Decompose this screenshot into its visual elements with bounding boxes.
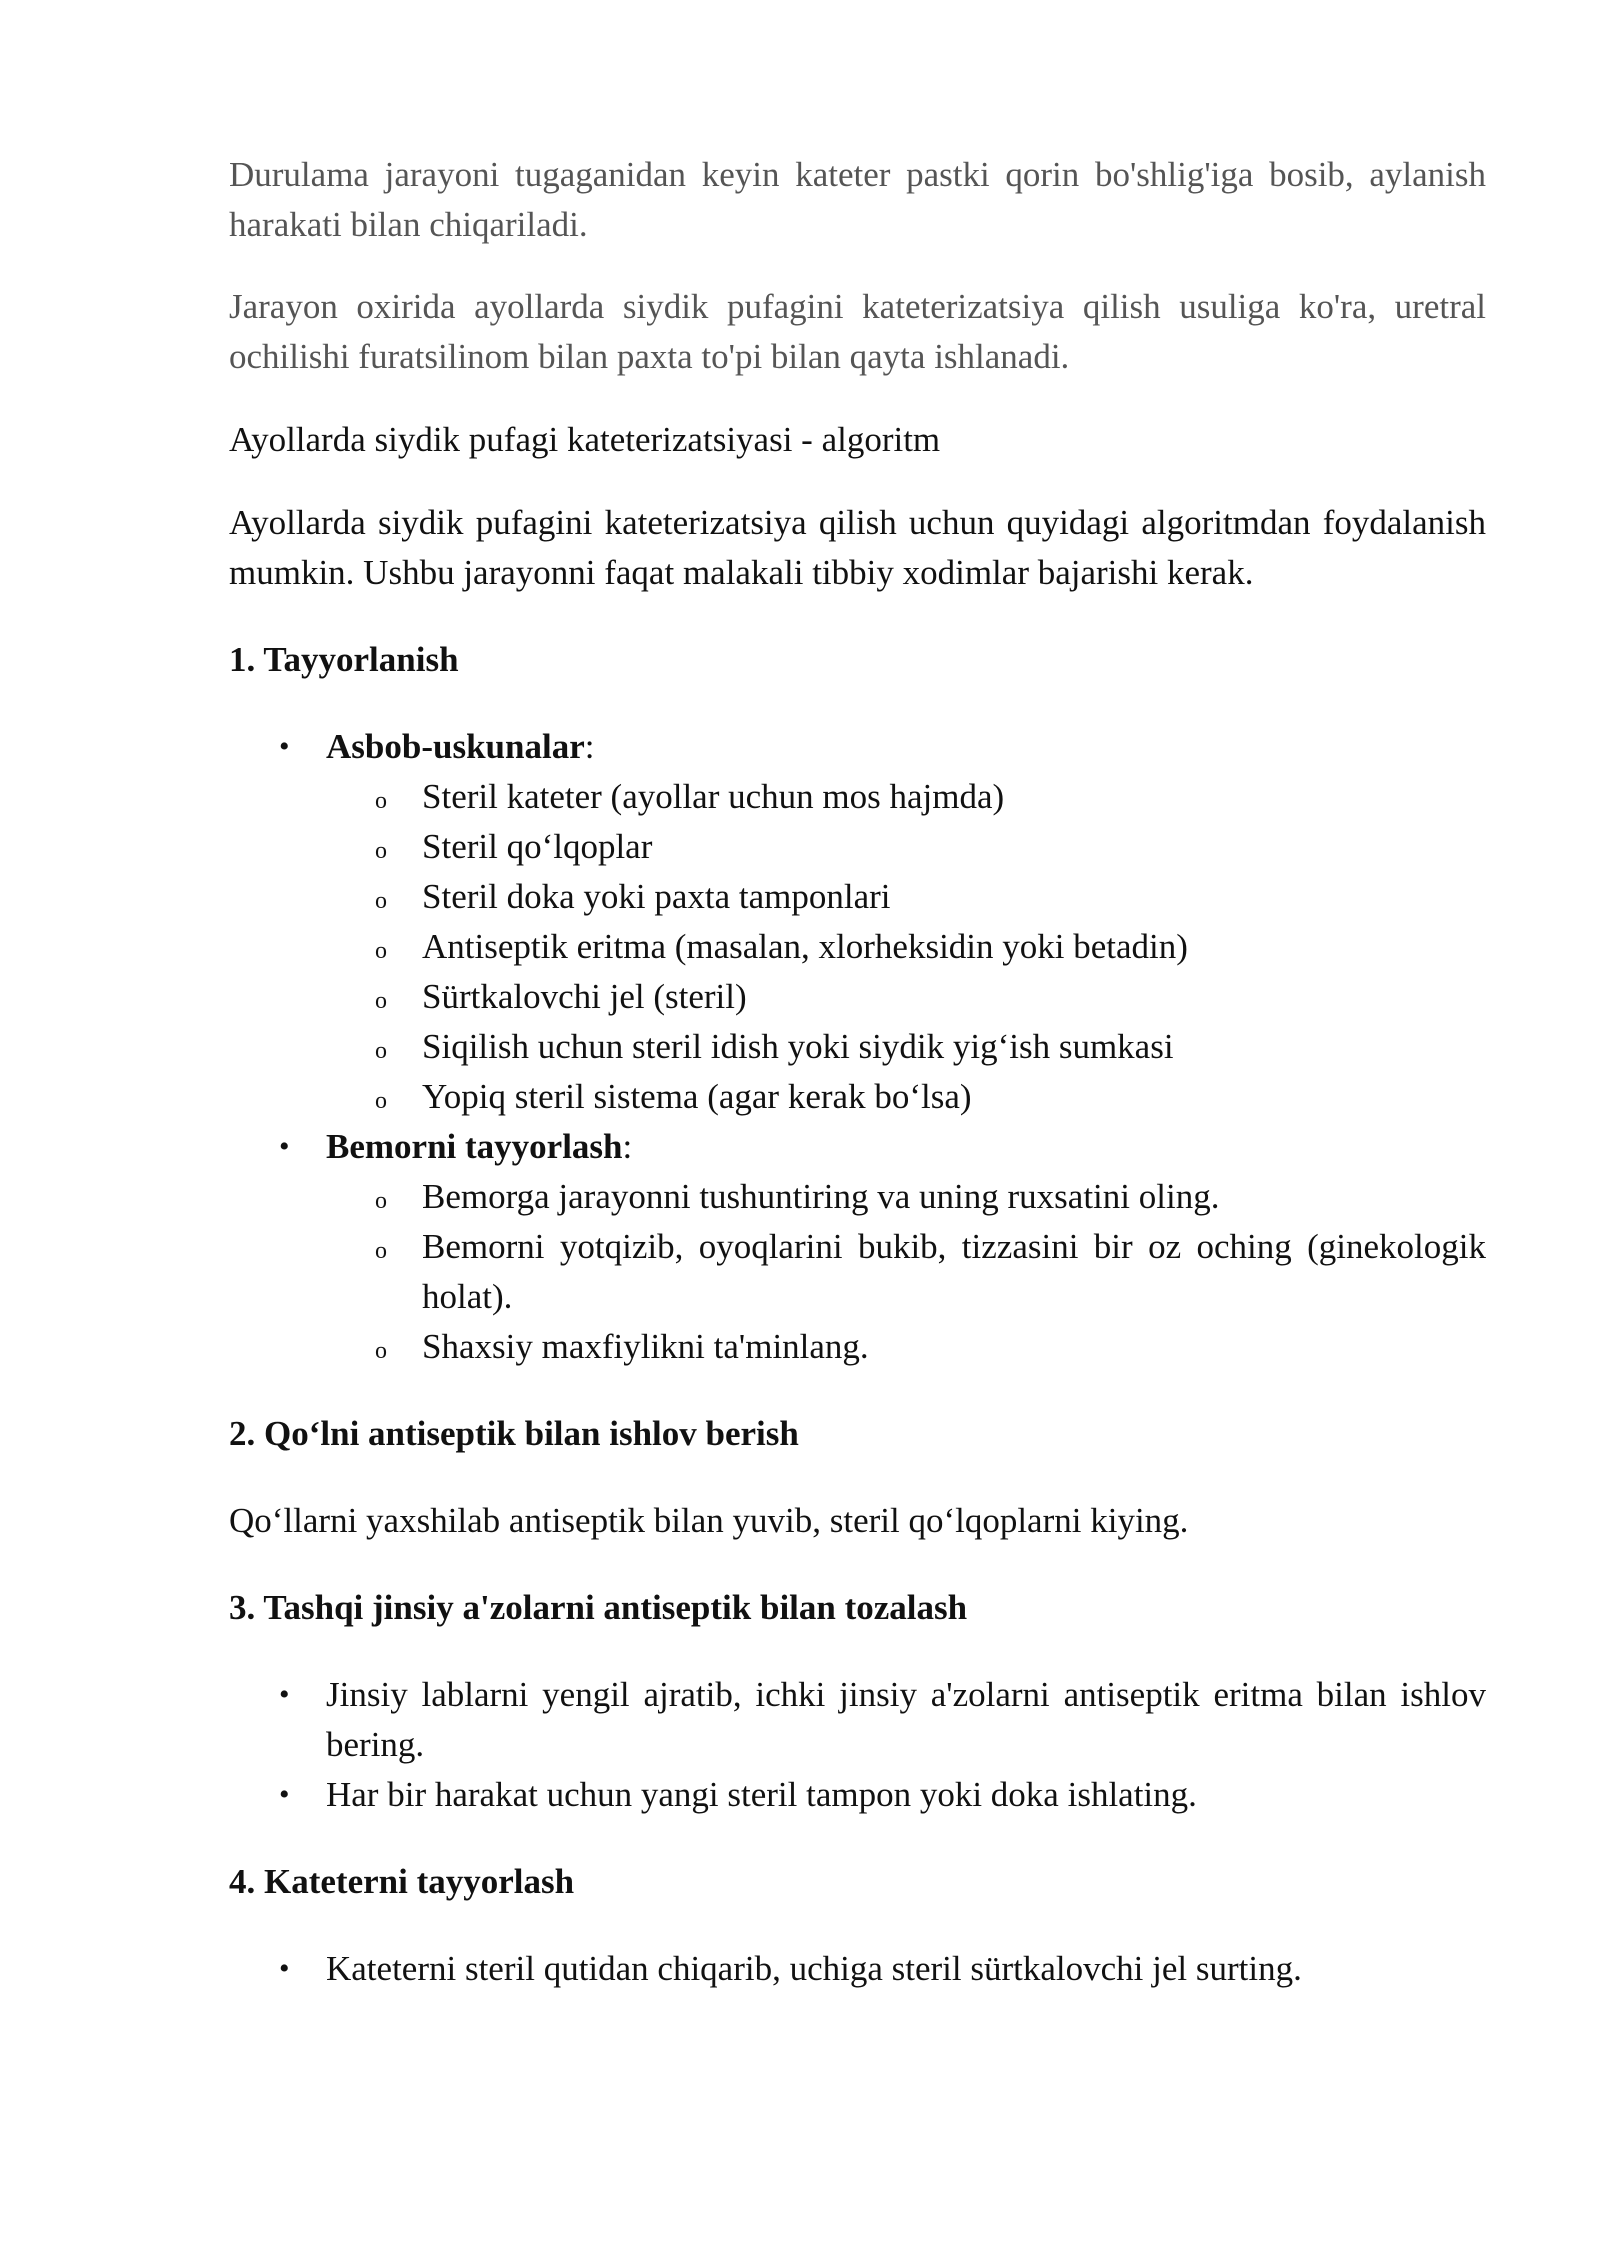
label-colon: : (622, 1127, 633, 1166)
sublist-item-text: Yopiq steril sistema (agar kerak bo‘lsa) (422, 1077, 972, 1116)
list-item-label: Bemorni tayyorlash (326, 1127, 623, 1166)
list-item-text: Har bir harakat uchun yangi steril tampon yoki doka ishlating. (326, 1775, 1197, 1814)
label-colon: : (584, 727, 595, 766)
section-heading-catheter-preparation: 4. Kateterni tayyorlash (229, 1862, 575, 1901)
circle-bullet-icon: o (375, 788, 387, 814)
sublist-item (229, 1322, 1486, 1372)
sublist-item (229, 1172, 1486, 1222)
section-heading-hand-antiseptic: 2. Qo‘lni antiseptik bilan ishlov berish (229, 1414, 799, 1453)
section-heading-preparation: 1. Tayyorlanish (229, 640, 459, 679)
list-item (229, 1944, 1486, 1994)
sublist-item (229, 1072, 1486, 1122)
sublist-item-text: Bemorni yotqizib, oyoqlarini bukib, tizzasini bir oz oching (ginekologik holat). (422, 1227, 1486, 1316)
catheter-preparation-list (229, 1944, 1486, 1994)
list-item-text: Jinsiy lablarni yengil ajratib, ichki jinsiy a'zolarni antiseptik eritma bilan ishlov bering. (326, 1675, 1486, 1764)
sublist-item (229, 972, 1486, 1022)
equipment-sublist (326, 772, 1486, 1122)
sublist-item (229, 822, 1486, 872)
circle-bullet-icon: o (375, 1188, 387, 1214)
circle-bullet-icon: o (375, 1088, 387, 1114)
sublist-item-text: Antiseptik eritma (masalan, xlorheksidin yoki betadin) (422, 927, 1188, 966)
bullet-icon: • (279, 1678, 290, 1711)
list-item-equipment (229, 722, 1486, 1122)
circle-bullet-icon: o (375, 888, 387, 914)
section-heading-external-cleaning: 3. Tashqi jinsiy a'zolarni antiseptik bilan tozalash (229, 1588, 968, 1627)
paragraph-catheter-removal: Durulama jarayoni tugaganidan keyin kateter pastki qorin bo'shlig'iga bosib, aylanish harakati bilan chiqariladi. (229, 155, 1486, 244)
circle-bullet-icon: o (375, 1338, 387, 1364)
sublist-item (229, 772, 1486, 822)
list-item-patient-preparation (229, 1122, 1486, 1372)
document-page (229, 150, 1486, 1994)
bullet-icon: • (279, 1778, 290, 1811)
circle-bullet-icon: o (375, 1038, 387, 1064)
preparation-list (229, 722, 1486, 1372)
paragraph-algorithm-intro: Ayollarda siydik pufagini kateterizatsiya qilish uchun quyidagi algoritmdan foydalanish mumkin. Ushbu jarayonni faqat malakali tibbiy xodimlar bajarishi kerak. (229, 503, 1486, 592)
list-item (229, 1670, 1486, 1770)
circle-bullet-icon: o (375, 988, 387, 1014)
sublist-item-text: Shaxsiy maxfiylikni ta'minlang. (422, 1327, 869, 1366)
sublist-item-text: Steril doka yoki paxta tamponlari (422, 877, 891, 916)
bullet-icon: • (279, 730, 290, 763)
sublist-item-text: Sürtkalovchi jel (steril) (422, 977, 747, 1016)
sublist-item-text: Bemorga jarayonni tushuntiring va uning ruxsatini oling. (422, 1177, 1220, 1216)
sublist-item (229, 922, 1486, 972)
sublist-item-text: Siqilish uchun steril idish yoki siydik yig‘ish sumkasi (422, 1027, 1174, 1066)
circle-bullet-icon: o (375, 938, 387, 964)
circle-bullet-icon: o (375, 838, 387, 864)
circle-bullet-icon: o (375, 1238, 387, 1264)
list-item (229, 1770, 1486, 1820)
bullet-icon: • (279, 1952, 290, 1985)
sublist-item (229, 1222, 1486, 1322)
sublist-item-text: Steril kateter (ayollar uchun mos hajmda) (422, 777, 1005, 816)
sublist-item-text: Steril qo‘lqoplar (422, 827, 653, 866)
bullet-icon: • (279, 1130, 290, 1163)
patient-preparation-sublist (326, 1172, 1486, 1372)
paragraph-algorithm-title: Ayollarda siydik pufagi kateterizatsiyasi - algoritm (229, 420, 941, 459)
sublist-item (229, 872, 1486, 922)
sublist-item (229, 1022, 1486, 1072)
external-cleaning-list (229, 1670, 1486, 1820)
paragraph-urethral-treatment: Jarayon oxirida ayollarda siydik pufagini kateterizatsiya qilish usuliga ko'ra, uretral ochilishi furatsilinom bilan paxta to'pi bilan qayta ishlanadi. (229, 287, 1486, 376)
list-item-label: Asbob-uskunalar (326, 727, 585, 766)
list-item-text: Kateterni steril qutidan chiqarib, uchiga steril sürtkalovchi jel surting. (326, 1949, 1302, 1988)
paragraph-hand-washing: Qo‘llarni yaxshilab antiseptik bilan yuvib, steril qo‘lqoplarni kiying. (229, 1501, 1189, 1540)
